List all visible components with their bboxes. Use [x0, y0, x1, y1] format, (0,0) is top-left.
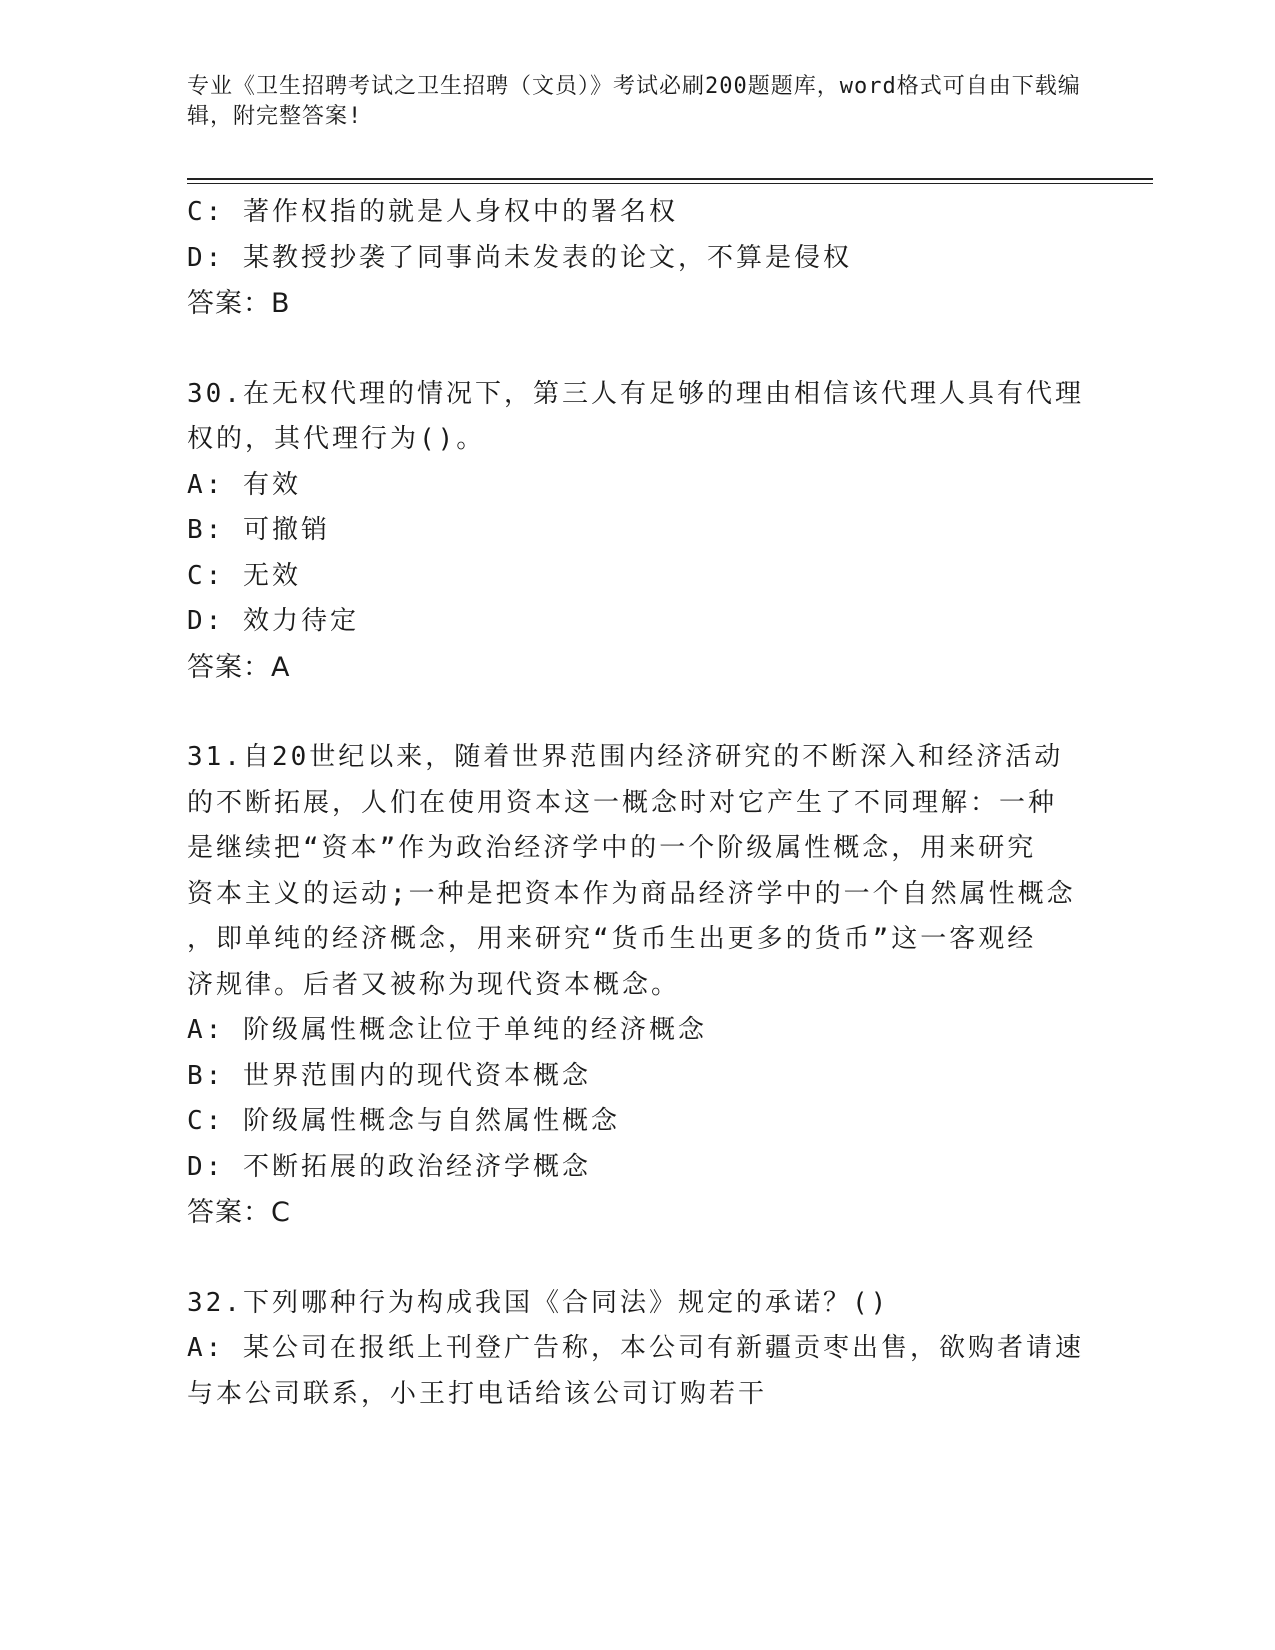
option-c: C: 阶级属性概念与自然属性概念 — [187, 1106, 620, 1136]
option-b: B: 可撤销 — [187, 515, 330, 545]
question-stem-line: 32.下列哪种行为构成我国《合同法》规定的承诺？() — [187, 1287, 890, 1318]
question-stem-line: 31.自20世纪以来，随着世界范围内经济研究的不断深入和经济活动 — [187, 742, 1064, 772]
option-c: C: 无效 — [187, 560, 301, 591]
previous-question — [187, 190, 1087, 327]
option-a-continued: 与本公司联系，小王打电话给该公司订购若干 — [187, 1378, 768, 1409]
question-32 — [187, 1281, 1087, 1418]
answer-label: 答案：A — [187, 651, 291, 683]
option-d: D: 不断拓展的政治经济学概念 — [187, 1151, 591, 1182]
option-a: A: 某公司在报纸上刊登广告称，本公司有新疆贡枣出售，欲购者请速 — [187, 1333, 1084, 1363]
question-stem-line: ，即单纯的经济概念，用来研究“货币生出更多的货币”这一客观经 — [187, 924, 1037, 954]
option-b: B: 世界范围内的现代资本概念 — [187, 1060, 591, 1091]
answer-label: 答案：C — [187, 1197, 291, 1228]
question-stem-line: 是继续把“资本”作为政治经济学中的一个阶级属性概念，用来研究 — [187, 833, 1037, 863]
question-stem-line: 权的，其代理行为()。 — [187, 424, 486, 454]
header-rule-thick — [187, 178, 1153, 180]
question-31 — [187, 735, 1087, 1236]
document-body — [187, 190, 1087, 1417]
option-d: D: 效力待定 — [187, 606, 359, 636]
option-a: A: 有效 — [187, 469, 301, 500]
page-header — [187, 72, 1087, 132]
header-title: 专业《卫生招聘考试之卫生招聘（文员）》考试必刷200题题库，word格式可自由下载编辑，附完整答案! — [187, 74, 1081, 129]
header-rule-thin — [187, 183, 1153, 184]
option-c: C: 著作权指的就是人身权中的署名权 — [187, 197, 678, 227]
question-30 — [187, 372, 1087, 691]
option-a: A: 阶级属性概念让位于单纯的经济概念 — [187, 1015, 707, 1045]
question-stem-line: 济规律。后者又被称为现代资本概念。 — [187, 969, 681, 1000]
option-d: D: 某教授抄袭了同事尚未发表的论文，不算是侵权 — [187, 242, 852, 273]
question-stem-line: 的不断拓展，人们在使用资本这一概念时对它产生了不同理解：一种 — [187, 787, 1058, 818]
question-stem-line: 资本主义的运动;一种是把资本作为商品经济学中的一个自然属性概念 — [187, 878, 1076, 909]
question-stem-line: 30.在无权代理的情况下，第三人有足够的理由相信该代理人具有代理 — [187, 378, 1084, 409]
answer-label: 答案：B — [187, 288, 291, 319]
